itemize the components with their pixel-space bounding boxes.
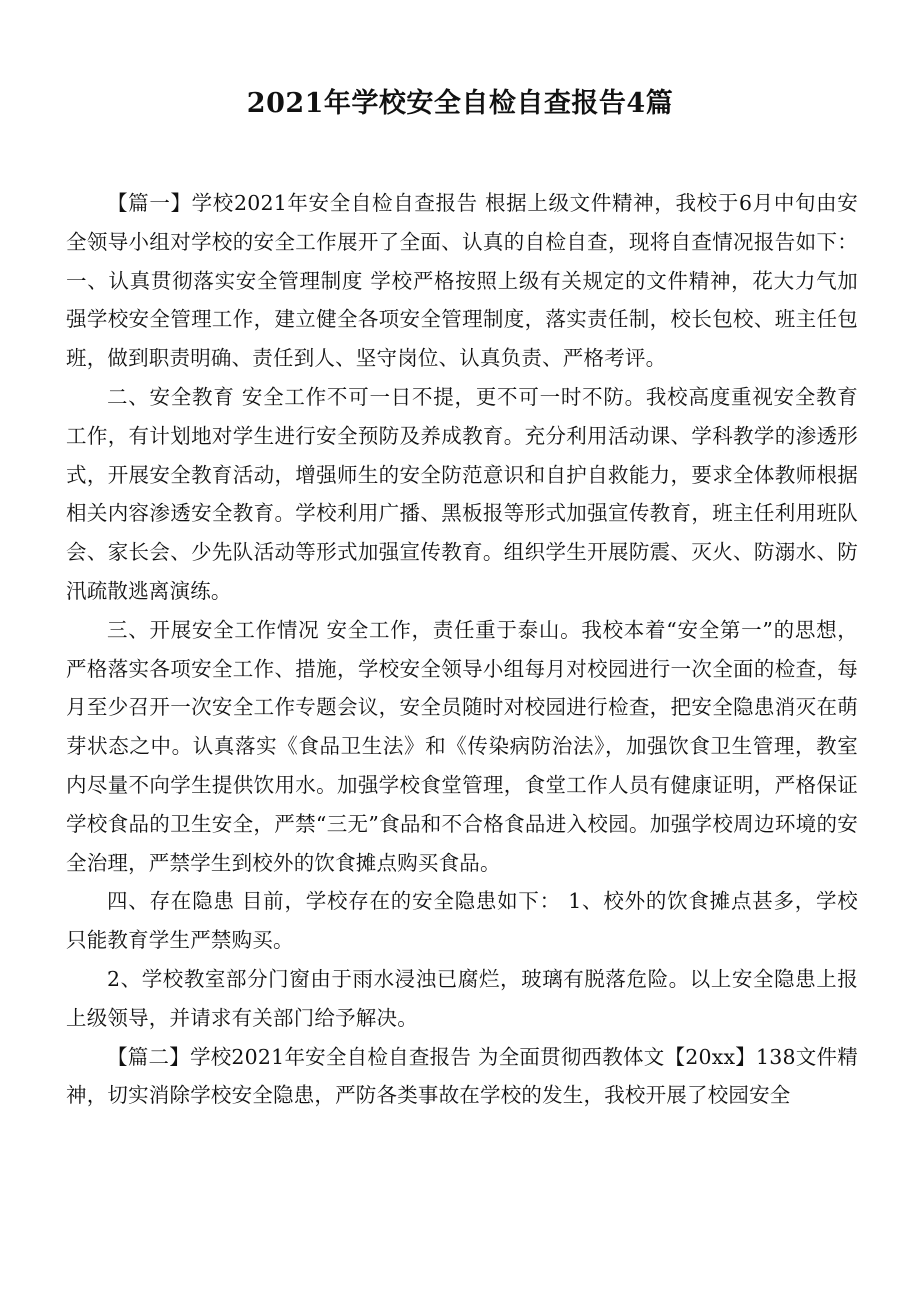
paragraph: 三、开展安全工作情况 安全工作，责任重于泰山。我校本着“安全第一”的思想，严格落实各项安全工作、措施，学校安全领导小组每月对校园进行一次全面的检查，每月至少召开一次安全工作专题会议，安全员随时对校园进行检查，把安全隐患消灭在萌芽状态之中。认真落实《食品卫生法》和《传染病防治法》，加强饮食卫生管理，教室内尽量不向学生提供饮用水。加强学校食堂管理，食堂工作人员有健康证明，严格保证学校食品的卫生安全，严禁“三无”食品和不合格食品进入校园。加强学校周边环境的安全治理，严禁学生到校外的饮食摊点购买食品。	[66, 617, 858, 875]
paragraph: 2、学校教室部分门窗由于雨水浸浊已腐烂，玻璃有脱落危险。以上安全隐患上报上级领导，并请求有关部门给予解决。	[66, 966, 858, 1030]
paragraph: 【篇一】学校2021年安全自检自查报告 根据上级文件精神，我校于6月中旬由安全领导小组对学校的安全工作展开了全面、认真的自检自查，现将自查情况报告如下： 一、认真贯彻落实安全管理制度 学校严格按照上级有关规定的文件精神，花大力气加强学校安全管理工作，建立健全各项安全管理制度，落实责任制，校长包校、班主任包班，做到职责明确、责任到人、坚守岗位、认真负责、严格考评。	[66, 191, 858, 371]
document-title: 2021年学校安全自检自查报告4篇	[246, 88, 674, 119]
paragraph: 【篇二】学校2021年安全自检自查报告 为全面贯彻西教体文【20xx】138文件精神，切实消除学校安全隐患，严防各类事故在学校的发生，我校开展了校园安全	[66, 1044, 858, 1108]
paragraph: 二、安全教育 安全工作不可一日不提，更不可一时不防。我校高度重视安全教育工作，有计划地对学生进行安全预防及养成教育。充分利用活动课、学科教学的渗透形式，开展安全教育活动，增强师生的安全防范意识和自护自救能力，要求全体教师根据相关内容渗透安全教育。学校利用广播、黑板报等形式加强宣传教育，班主任利用班队会、家长会、少先队活动等形式加强宣传教育。组织学生开展防震、灭火、防溺水、防汛疏散逃离演练。	[66, 384, 858, 603]
document-body	[66, 184, 858, 1115]
paragraph: 四、存在隐患 目前，学校存在的安全隐患如下： 1、校外的饮食摊点甚多，学校只能教育学生严禁购买。	[66, 889, 858, 953]
